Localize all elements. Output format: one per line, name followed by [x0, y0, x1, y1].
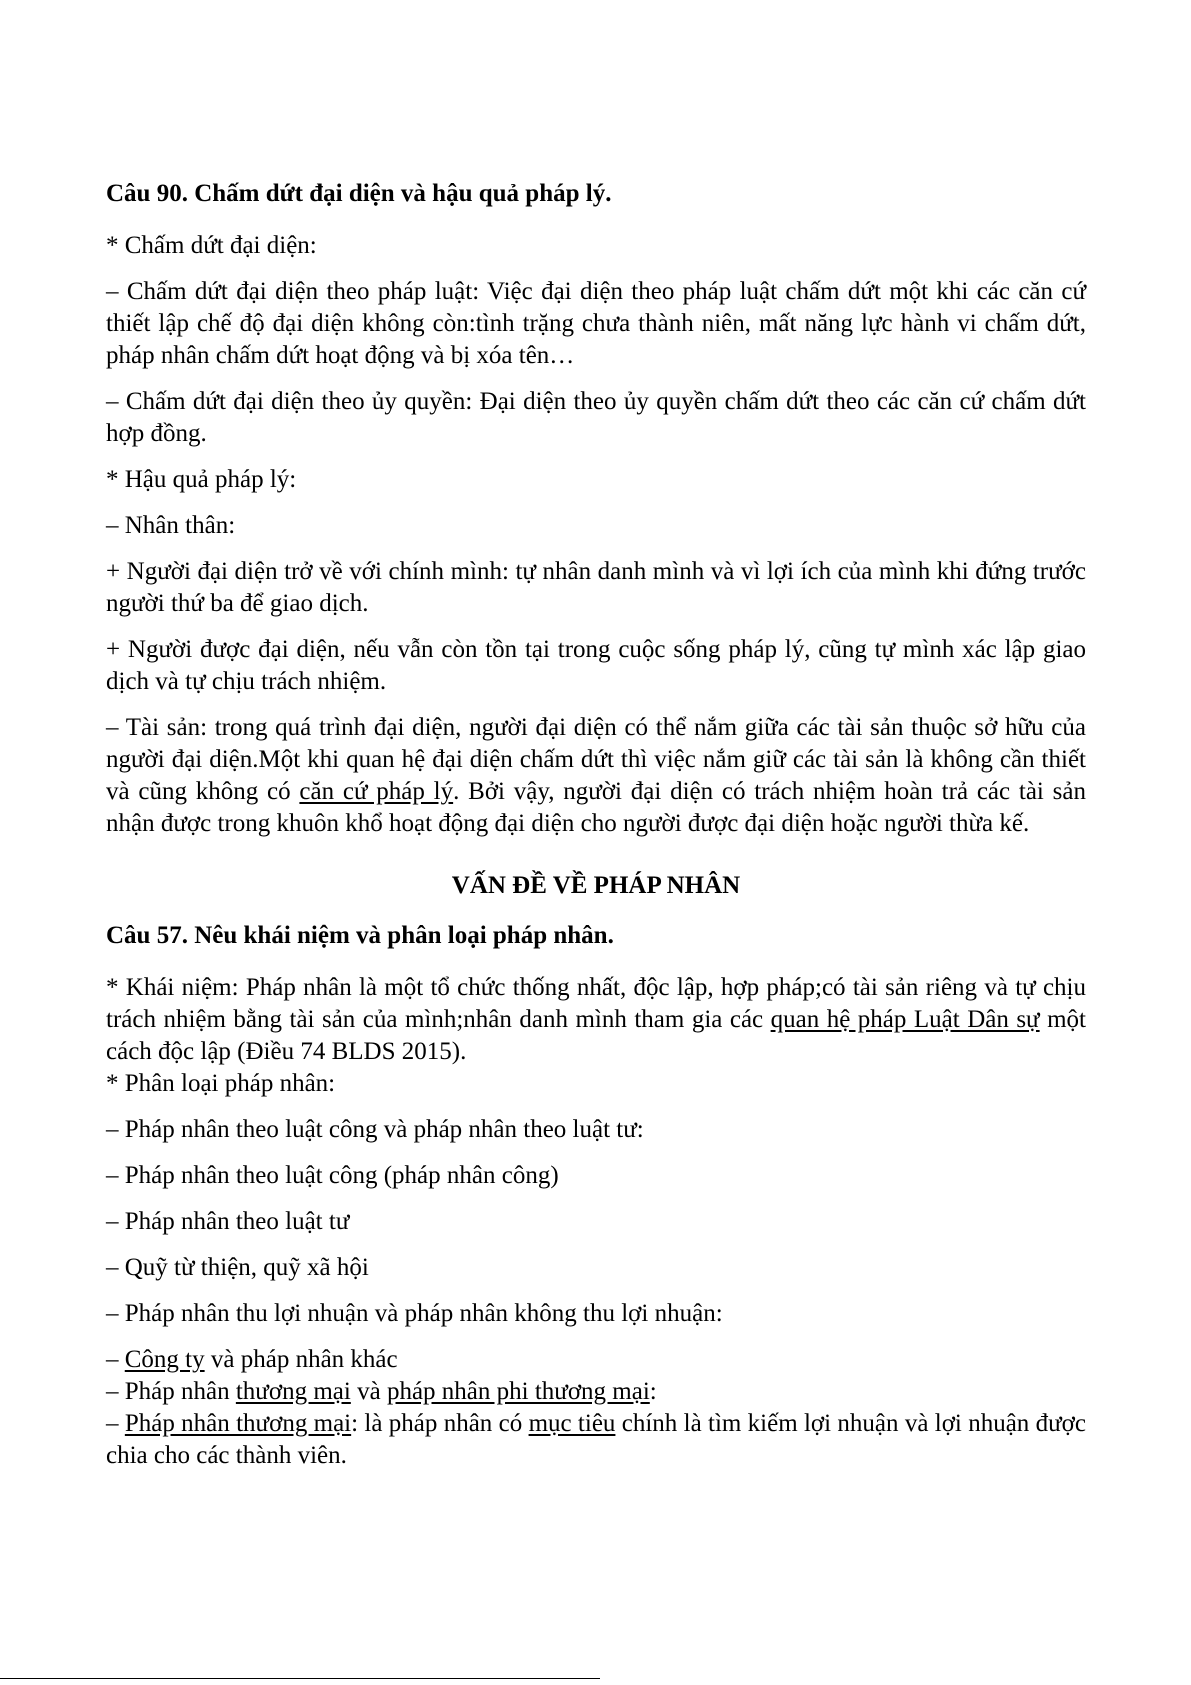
q90-paragraph-authorized-representation: – Chấm dứt đại diện theo ủy quyền: Đại diện theo ủy quyền chấm dứt theo các căn cứ chấm dứt hợp đồng.	[106, 388, 1086, 447]
classification-item-6	[106, 1344, 1086, 1376]
objective-link[interactable]: mục tiêu	[528, 1410, 616, 1437]
classification-item-8	[106, 1408, 1086, 1472]
q57-paragraph-concept	[106, 972, 1086, 1068]
assets-text-start: – Tài sản: trong quá trình đại diện, người đại diện có thể nắm giữa các tài sản thuộc sở hữu của người đại diện.Một khi quan hệ đại diện chấm dứt thì việc nắm giữ các tài sản là không cần thiết và cũng không có	[106, 714, 1086, 805]
item-8-middle: : là pháp nhân có	[351, 1410, 529, 1437]
non-commercial-entity-link[interactable]: pháp nhân phi thương mại	[386, 1378, 650, 1405]
concept-text-end: một cách độc lập (Điều 74 BLDS 2015).	[106, 1006, 1086, 1065]
item-7-prefix: – Pháp nhân	[106, 1378, 236, 1405]
q90-subheading-consequences: * Hậu quả pháp lý:	[106, 466, 297, 493]
q90-paragraph-assets	[106, 712, 1086, 840]
q90-paragraph-personal: – Nhân thân:	[106, 512, 236, 539]
q90-paragraph-represented: + Người được đại diện, nếu vẫn còn tồn tại trong cuộc sống pháp lý, cũng tự mình xác lập giao dịch và tự chịu trách nhiệm.	[106, 636, 1086, 695]
assets-text-end: . Bởi vậy, người đại diện có trách nhiệm hoàn trả các tài sản nhận được trong khuôn khổ hoạt động đại diện cho người được đại diện hoặc người thừa kế.	[106, 778, 1086, 837]
q90-paragraph-representative: + Người đại diện trở về với chính mình: tự nhân danh mình và vì lợi ích của mình khi đứng trước người thứ ba để giao dịch.	[106, 558, 1086, 617]
question-57-title: Câu 57. Nêu khái niệm và phân loại pháp nhân.	[106, 922, 614, 949]
classification-item-7	[106, 1376, 1086, 1408]
question-90-title: Câu 90. Chấm dứt đại diện và hậu quả pháp lý.	[106, 180, 612, 207]
classification-item-2: – Pháp nhân theo luật công (pháp nhân công)	[106, 1162, 559, 1189]
footer-divider	[0, 1678, 600, 1679]
item-6-prefix: –	[106, 1346, 125, 1373]
item-7-suffix: :	[649, 1378, 657, 1405]
item-7-middle: và	[350, 1378, 387, 1405]
concept-text-start: * Khái niệm: Pháp nhân là một tổ chức thống nhất, độc lập, hợp pháp;có tài sản riêng và tự chịu trách nhiệm bằng tài sản của mình;nhân danh mình tham gia các	[106, 974, 1086, 1033]
q90-subheading-termination: * Chấm dứt đại diện:	[106, 232, 317, 259]
commercial-link[interactable]: thương mại	[235, 1378, 351, 1405]
classification-item-4: – Quỹ từ thiện, quỹ xã hội	[106, 1254, 369, 1281]
legal-basis-link[interactable]: căn cứ pháp lý	[299, 778, 454, 805]
commercial-entity-link[interactable]: Pháp nhân thương mại	[124, 1410, 352, 1437]
company-link[interactable]: Công ty	[124, 1346, 205, 1373]
item-6-suffix: và pháp nhân khác	[204, 1346, 398, 1373]
document-page	[106, 178, 1086, 1486]
civil-law-relations-link[interactable]: quan hệ pháp Luật Dân sự	[770, 1006, 1040, 1033]
classification-item-3: – Pháp nhân theo luật tư	[106, 1208, 350, 1235]
classification-item-5: – Pháp nhân thu lợi nhuận và pháp nhân không thu lợi nhuận:	[106, 1300, 723, 1327]
item-8-suffix: chính là tìm kiếm lợi nhuận và lợi nhuận được chia cho các thành viên.	[106, 1410, 1086, 1469]
q57-subheading-classification: * Phân loại pháp nhân:	[106, 1070, 336, 1097]
q90-paragraph-legal-representation: – Chấm dứt đại diện theo pháp luật: Việc đại diện theo pháp luật chấm dứt một khi các căn cứ thiết lập chế độ đại diện không còn:tình trặng chưa thành niên, mất năng lực hành vi chấm dứt, pháp nhân chấm dứt hoạt động và bị xóa tên…	[106, 278, 1086, 369]
classification-item-1: – Pháp nhân theo luật công và pháp nhân theo luật tư:	[106, 1116, 644, 1143]
section-title: VẤN ĐỀ VỀ PHÁP NHÂN	[451, 872, 741, 899]
item-8-prefix: –	[106, 1410, 125, 1437]
